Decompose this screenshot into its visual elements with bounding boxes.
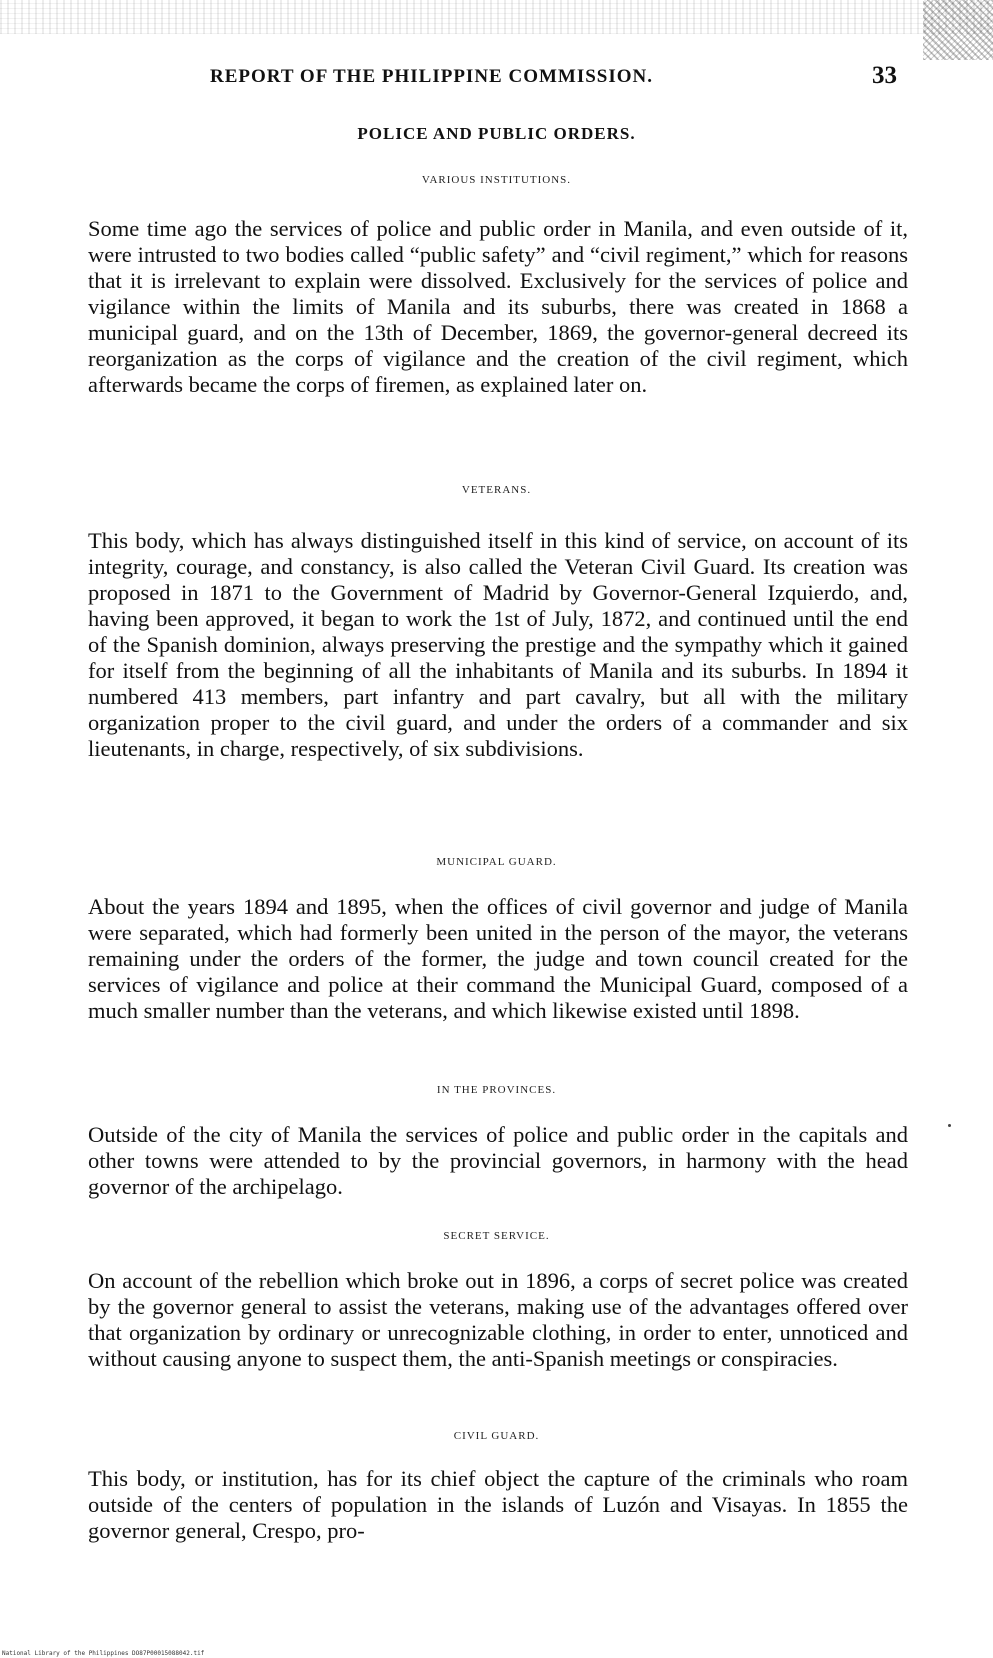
paragraph-secret-service: On account of the rebellion which broke out in 1896, a corps of secret police was created by the governor general to assist the veterans, making use of the advantages offered over that organization by ordinary or unrecognizable clothing, in order to enter, unnoticed and without causing anyone to suspect them, the anti-Spanish meetings or conspiracies. [88, 1268, 908, 1371]
running-title: REPORT OF THE PHILIPPINE COMMISSION. [210, 66, 654, 87]
section-heading-civil-guard: CIVIL GUARD. [453, 1430, 540, 1442]
scan-speck [948, 1124, 951, 1127]
paragraph-various-institutions: Some time ago the services of police and public order in Manila, and even outside of it, were intrusted to two bodies called “public safety” and “civil regiment,” which for reasons that it is irrelevant to explain were dissolved. Exclusively for the services of police and vigilance within the limits of Manila and its suburbs, there was created in 1868 a municipal guard, and on the 13th of December, 1869, the governor-general decreed its reorganization as the corps of vigilance and the creation of the civil regiment, which afterwards became the corps of firemen, as explained later on. [88, 216, 908, 397]
scan-footer-caption: National Library of the Philippines DO87P00015088042.tif [2, 1650, 205, 1657]
section-heading-secret-service: SECRET SERVICE. [443, 1230, 550, 1242]
section-heading-municipal-guard: MUNICIPAL GUARD. [436, 856, 557, 868]
paragraph-in-the-provinces: Outside of the city of Manila the services of police and public order in the capitals and other towns were attended to by the provincial governors, in harmony with the head governor of the archipelago. [88, 1122, 908, 1199]
section-heading-in-the-provinces: IN THE PROVINCES. [436, 1084, 557, 1096]
scan-corner-smudge [923, 0, 993, 60]
main-heading: POLICE AND PUBLIC ORDERS. [357, 124, 636, 143]
section-heading-various-institutions: VARIOUS INSTITUTIONS. [421, 174, 572, 186]
paragraph-municipal-guard: About the years 1894 and 1895, when the offices of civil governor and judge of Manila were separated, which had formerly been united in the person of the mayor, the veterans remaining under the orders of the former, the judge and town council created for the services of vigilance and police at their command the Municipal Guard, composed of a much smaller number than the veterans, and which likewise existed until 1898. [88, 894, 908, 1023]
scan-noise-strip [0, 0, 993, 34]
section-heading-veterans: VETERANS. [461, 484, 532, 496]
paragraph-civil-guard: This body, or institution, has for its chief object the capture of the criminals who roam outside of the centers of population in the islands of Luzón and Visayas. In 1855 the governor general, Crespo, pro- [88, 1466, 908, 1543]
page-number: 33 [872, 62, 897, 89]
paragraph-veterans: This body, which has always distinguished itself in this kind of service, on account of its integrity, courage, and constancy, is also called the Veteran Civil Guard. Its creation was proposed in 1871 to the Government of Madrid by Governor-General Izquierdo, and, having been approved, it began to work the 1st of July, 1872, and continued until the end of the Spanish dominion, always preserving the prestige and the sympathy which it gained for itself from the beginning of all the inhabitants of Manila and its suburbs. In 1894 it numbered 413 members, part infantry and part cavalry, but all with the military organization proper to the civil guard, and under the orders of a commander and six lieutenants, in charge, respectively, of six subdivisions. [88, 528, 908, 761]
